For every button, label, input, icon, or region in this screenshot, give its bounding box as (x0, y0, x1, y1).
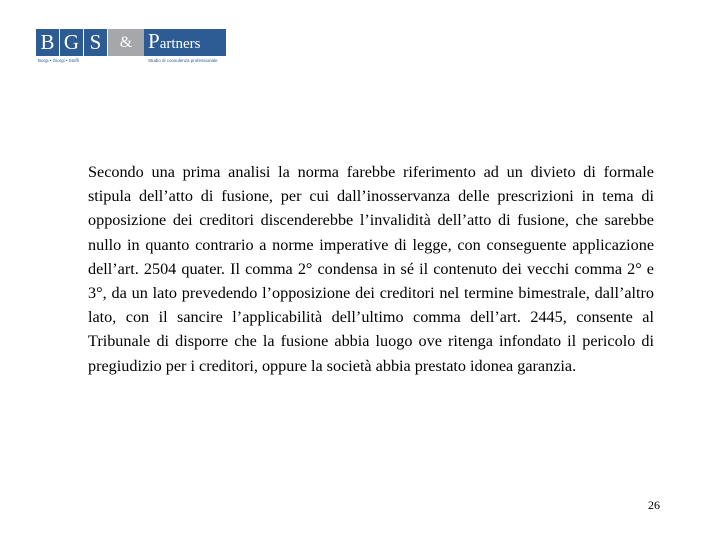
logo-ampersand: & (119, 33, 133, 51)
logo-ampersand-box (108, 29, 144, 56)
logo-letter-box-g (60, 29, 83, 56)
body-paragraph: Secondo una prima analisi la norma farebbe riferimento ad un divieto di formale stipula dell’atto di fusione, per cui dall’inosservanza delle prescrizioni in tema di opposizione dei creditori discenderebbe l’invalidità dell’atto di fusione, che sarebbe nullo in quanto contrario a norme imperative di legge, con conseguente applicazione dell’art. 2504 quater. Il comma 2° condensa in sé il contenuto dei vecchi comma 2° e 3°, da un lato prevedendo l’opposizione dei creditori nel termine bimestrale, dall’altro lato, con il sancire l’applicabilità dell’ultimo comma dell’art. 2445, consente al Tribunale di disporre che la fusione abbia luogo ove ritenga infondato il pericolo di pregiudizio per i creditori, oppure la società abbia prestato idonea garanzia. (88, 163, 654, 375)
logo-partners-box (144, 29, 226, 56)
logo-letter-box-b (36, 29, 59, 56)
logo-partners-rest: artners (159, 35, 201, 52)
firm-logo (36, 29, 226, 65)
logo-subtitle-right: Studio di consulenza professionale (148, 58, 218, 63)
logo-letter-b: B (40, 30, 55, 54)
logo-letter-g: G (63, 30, 80, 54)
logo-partners-initial: P (148, 28, 160, 53)
logo-partners-text (148, 28, 201, 58)
logo-letter-box-s (84, 29, 107, 56)
logo-letter-s: S (89, 30, 102, 54)
logo-subtitle-left: Borgi • Giorgi • Stoffi (38, 58, 79, 63)
page-number: 26 (648, 498, 660, 512)
